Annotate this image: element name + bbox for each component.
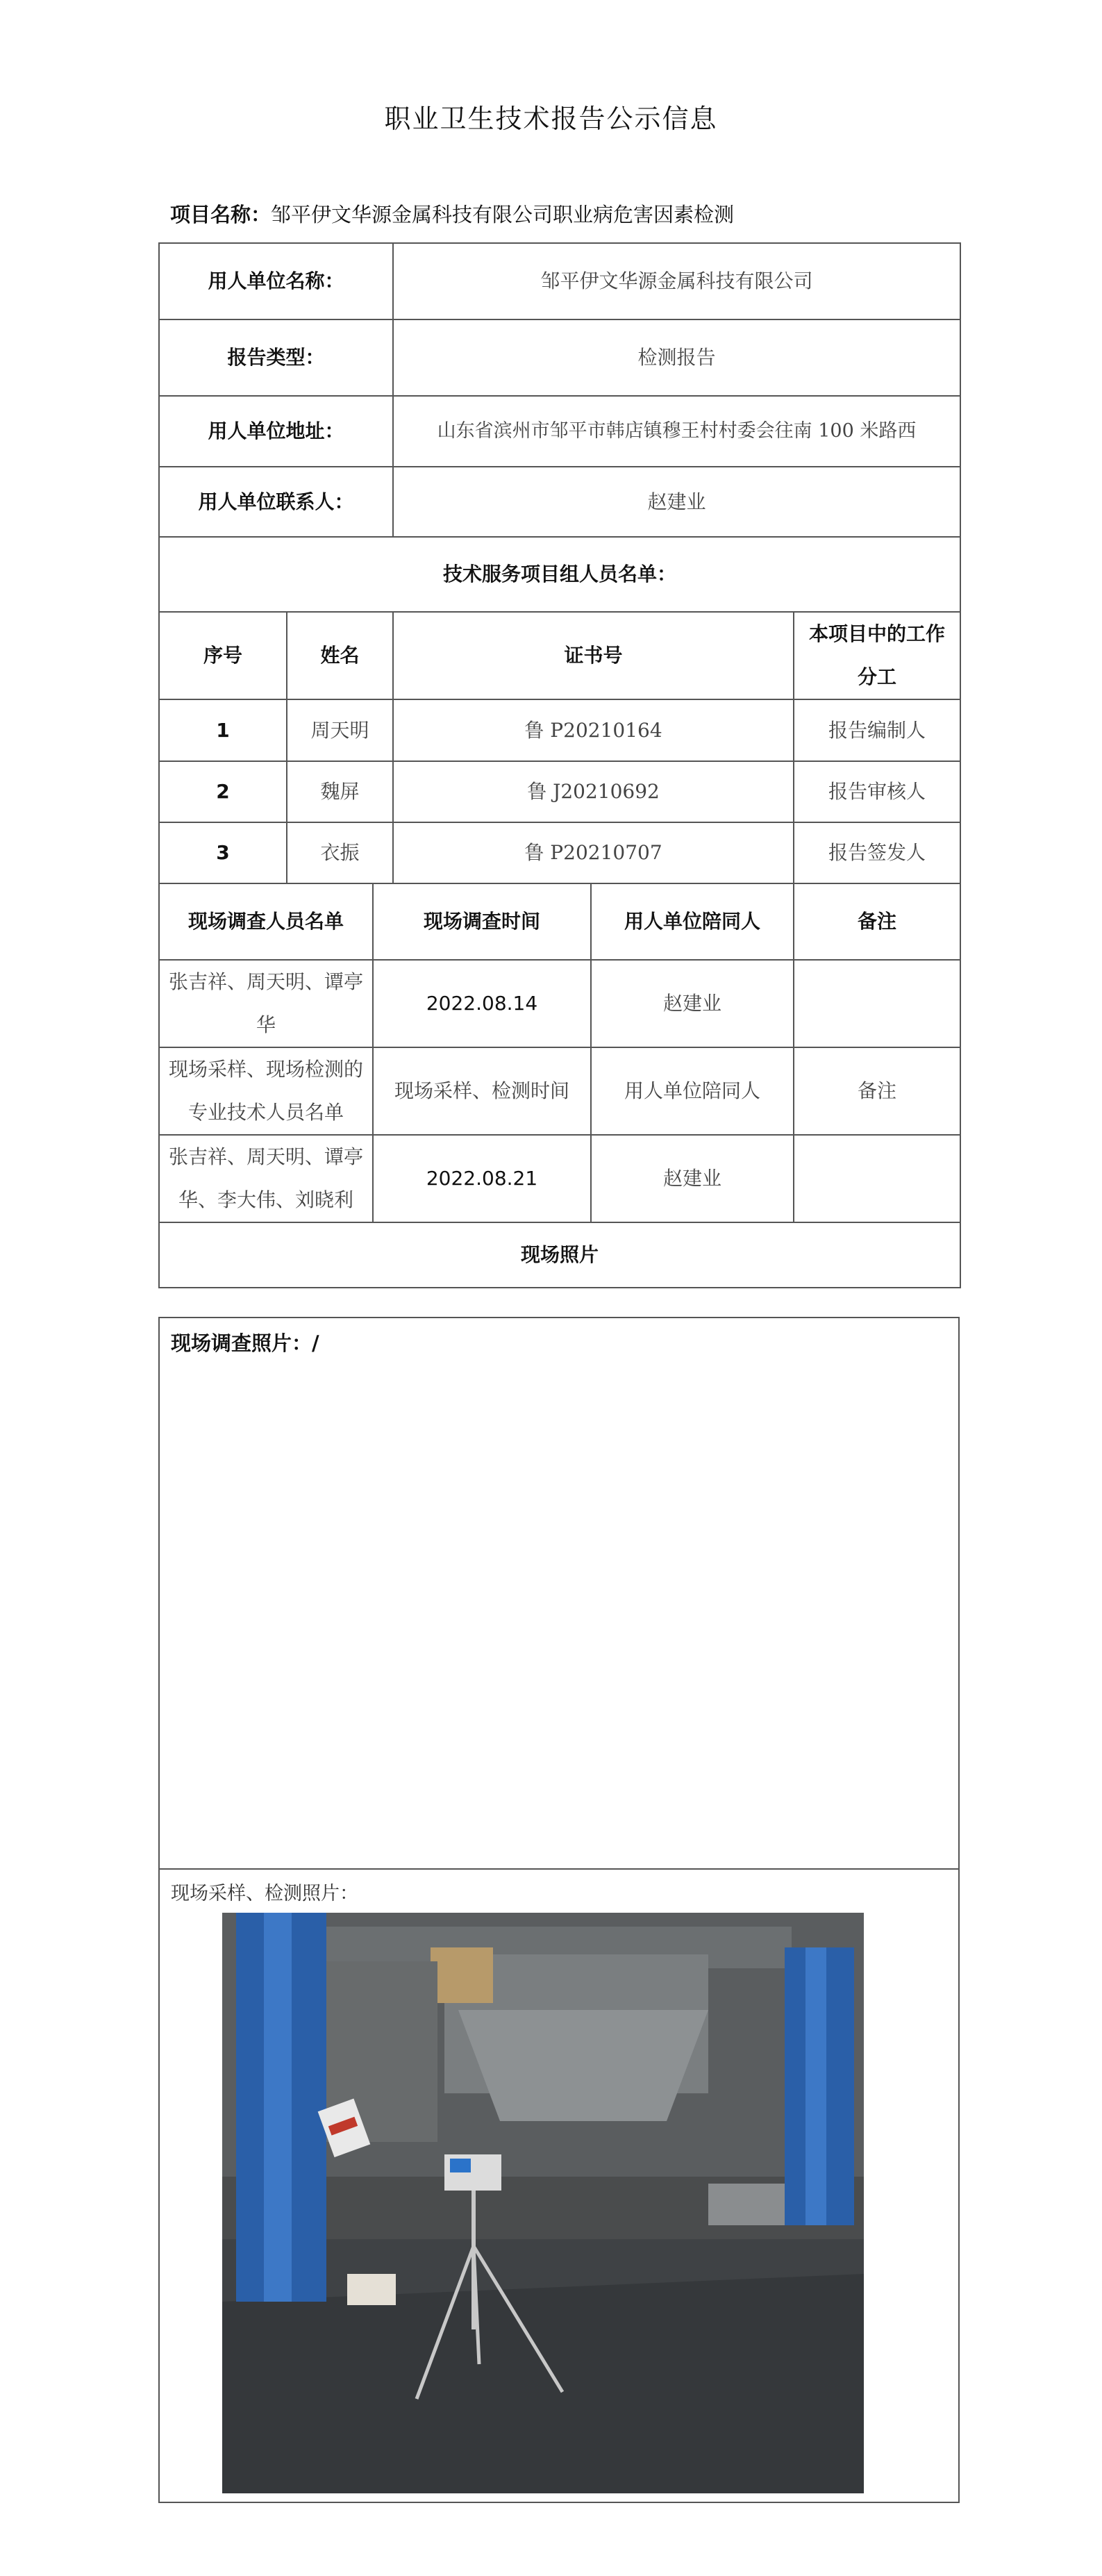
page-title: 职业卫生技术报告公示信息 <box>384 103 718 134</box>
survey-header-people: 现场调查人员名单 <box>159 883 373 960</box>
info-label: 报告类型： <box>159 319 393 396</box>
team-cert: 鲁 P20210707 <box>393 822 794 883</box>
sampling-people: 张吉祥、周天明、谭亭华、李大伟、刘晓利 <box>159 1135 373 1222</box>
team-title: 技术服务项目组人员名单： <box>159 537 960 612</box>
table-row <box>159 822 960 883</box>
site-sampling-photo <box>222 1913 864 2493</box>
team-role: 报告签发人 <box>794 822 960 883</box>
sampling-header-note: 备注 <box>794 1047 960 1135</box>
team-no: 3 <box>159 822 287 883</box>
project-name: 邹平伊文华源金属科技有限公司职业病危害因素检测 <box>271 203 735 226</box>
team-role: 报告审核人 <box>794 761 960 822</box>
survey-header-time: 现场调查时间 <box>373 883 591 960</box>
info-value: 赵建业 <box>393 467 960 537</box>
team-cert: 鲁 P20210164 <box>393 699 794 761</box>
team-name: 魏屏 <box>287 761 393 822</box>
info-value: 山东省滨州市邹平市韩店镇穆王村村委会往南 100 米路西 <box>393 396 960 467</box>
survey-time: 2022.08.14 <box>373 960 591 1047</box>
sampling-header-row <box>159 1047 960 1135</box>
photos-box <box>158 1317 960 2503</box>
table-row <box>159 699 960 761</box>
project-label: 项目名称： <box>170 203 272 226</box>
survey-row <box>159 960 960 1047</box>
survey-header-row <box>159 883 960 960</box>
info-row-contact <box>159 467 960 537</box>
team-no: 2 <box>159 761 287 822</box>
team-no: 1 <box>159 699 287 761</box>
table-row <box>159 761 960 822</box>
team-header-name: 姓名 <box>287 612 393 699</box>
survey-people: 张吉祥、周天明、谭亭华 <box>159 960 373 1047</box>
team-cert: 鲁 J20210692 <box>393 761 794 822</box>
team-header-cert: 证书号 <box>393 612 794 699</box>
info-row-address <box>159 396 960 467</box>
info-row-report-type <box>159 319 960 396</box>
info-label: 用人单位名称： <box>159 243 393 319</box>
survey-escort: 赵建业 <box>591 960 794 1047</box>
sampling-time: 2022.08.21 <box>373 1135 591 1222</box>
sampling-header-people: 现场采样、现场检测的专业技术人员名单 <box>159 1047 373 1135</box>
sampling-header-escort: 用人单位陪同人 <box>591 1047 794 1135</box>
team-header-no: 序号 <box>159 612 287 699</box>
sampling-note <box>794 1135 960 1222</box>
survey-header-note: 备注 <box>794 883 960 960</box>
info-value: 邹平伊文华源金属科技有限公司 <box>393 243 960 319</box>
team-header-role: 本项目中的工作分工 <box>794 612 960 699</box>
team-title-row <box>159 537 960 612</box>
team-name: 衣振 <box>287 822 393 883</box>
sampling-escort: 赵建业 <box>591 1135 794 1222</box>
survey-photo-label: 现场调查照片：/ <box>171 1331 319 1355</box>
site-sampling-photo-icon <box>222 1913 864 2493</box>
team-header-row <box>159 612 960 699</box>
photos-divider <box>160 1868 958 1870</box>
sampling-header-time: 现场采样、检测时间 <box>373 1047 591 1135</box>
info-value: 检测报告 <box>393 319 960 396</box>
info-row-unit-name <box>159 243 960 319</box>
sampling-photo-label: 现场采样、检测照片： <box>171 1883 358 1904</box>
info-table <box>158 242 961 1288</box>
survey-header-escort: 用人单位陪同人 <box>591 883 794 960</box>
sampling-row <box>159 1135 960 1222</box>
info-label: 用人单位联系人： <box>159 467 393 537</box>
photos-title: 现场照片 <box>159 1222 960 1288</box>
team-role: 报告编制人 <box>794 699 960 761</box>
info-label: 用人单位地址： <box>159 396 393 467</box>
photos-title-row <box>159 1222 960 1288</box>
project-line <box>170 199 734 228</box>
survey-note <box>794 960 960 1047</box>
team-name: 周天明 <box>287 699 393 761</box>
